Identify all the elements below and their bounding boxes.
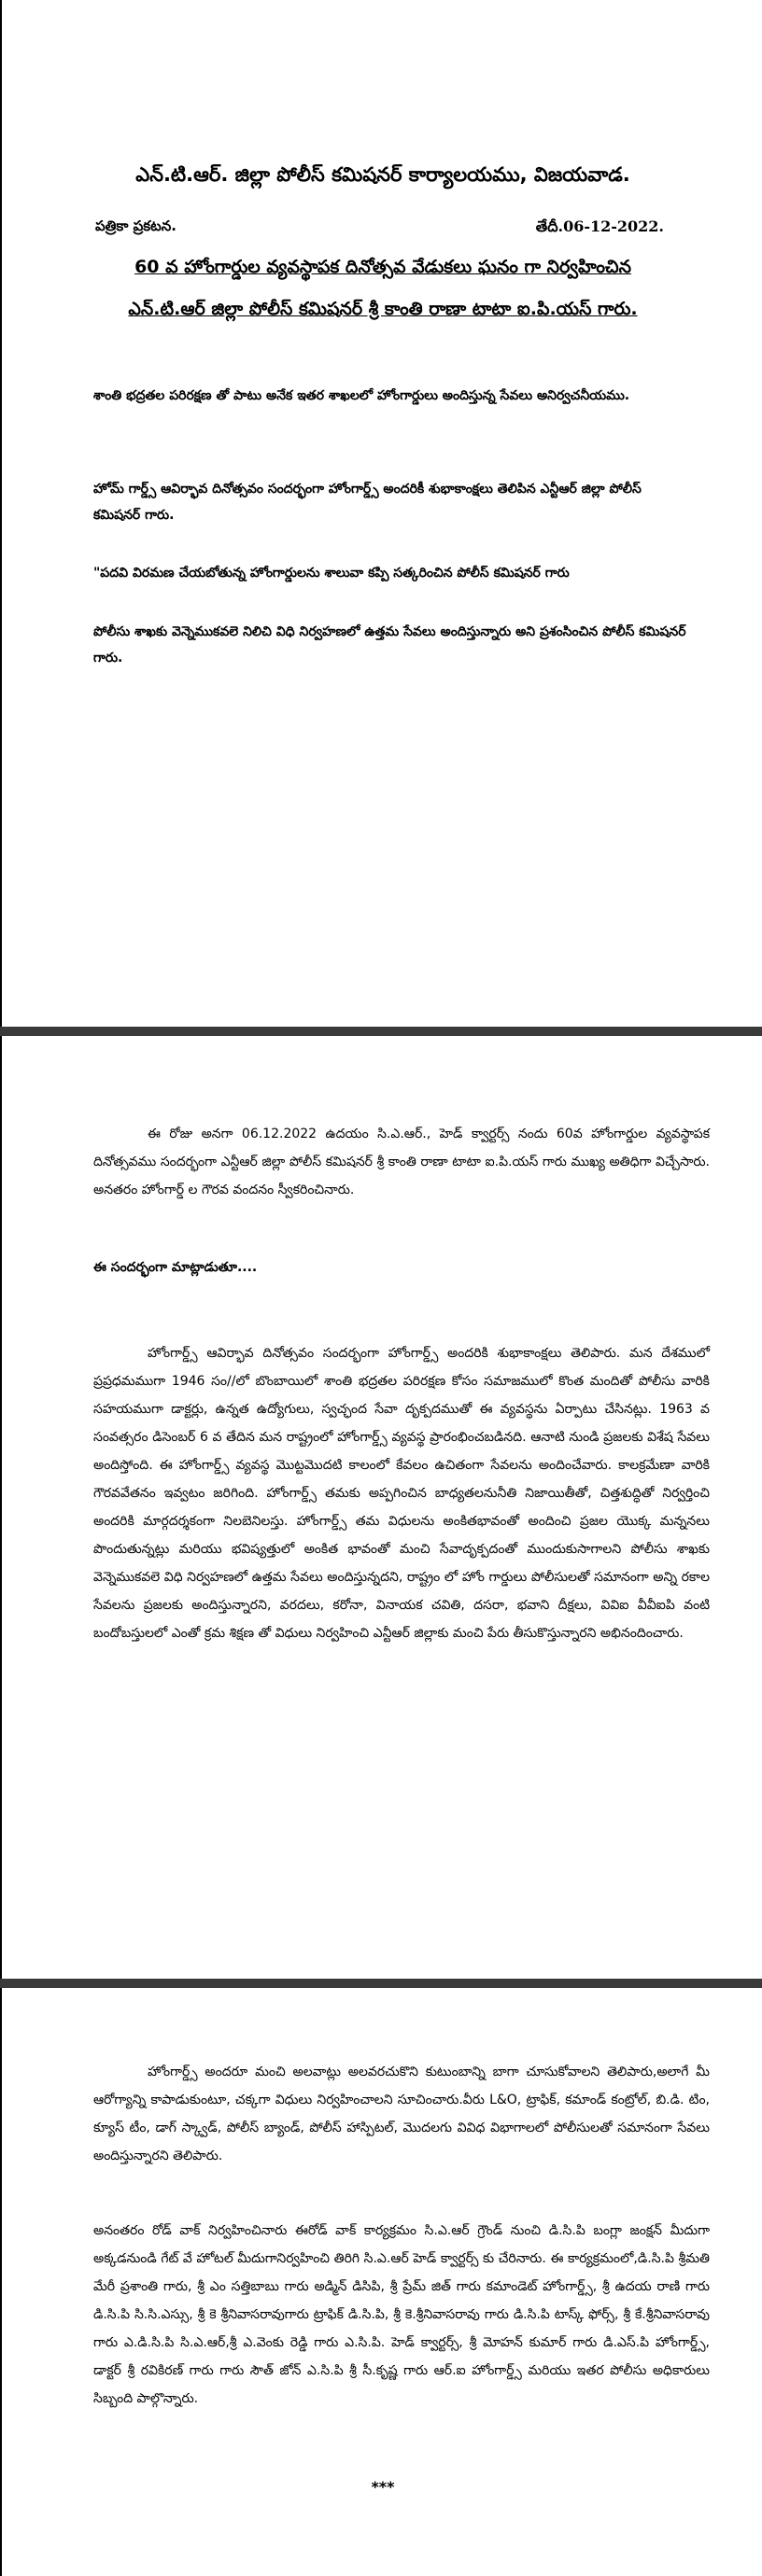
headline-line-2: ఎన్.టి.ఆర్ జిల్లా పోలీస్ కమిషనర్ శ్రీ కాంతి రాణా టాటా ఐ.పి.యస్ గారు. — [128, 299, 638, 319]
highlight-point: పోలీసు శాఖకు వెన్నెముకవలె నిలిచి విధి నిర్వహణలో ఉత్తమ సేవలు అందిస్తున్నారు అని ప్రశంసించిన పోలీస్ కమిషనర్ గారు. — [93, 624, 686, 665]
press-release-page-2 — [0, 1036, 762, 1979]
end-mark: *** — [371, 2478, 395, 2496]
office-title: ఎన్.టి.ఆర్. జిల్లా పోలీస్ కమిషనర్ కార్యాలయము, విజయవాడ. — [135, 163, 630, 186]
page-divider — [0, 1027, 762, 1036]
highlight-point: శాంతి భద్రతల పరిరక్షణ తో పాటు అనేక ఇతర శాఖలలో హోంగార్డులు అందిస్తున్న సేవలు అనిర్వచనీయము. — [93, 388, 630, 403]
page-divider — [0, 1979, 762, 1988]
press-note-label: పత్రికా ప్రకటన. — [95, 217, 176, 234]
body-paragraph: ఈ రోజు అనగా 06.12.2022 ఉదయం సి.ఎ.ఆర్., హెడ్ క్వార్టర్స్ నందు 60వ హోంగార్డుల వ్యవస్థాపక దినోత్సవము సందర్భంగా ఎన్టీఆర్ జిల్లా పోలీస్ కమిషనర్ శ్రీ కాంతి రాణా టాటా ఐ.పి.యస్ గారు ముఖ్య అతిధిగా విచ్చేసారు. అనతరం హోంగార్డ్ ల గౌరవ వందనం స్వీకరించినారు. — [93, 1127, 710, 1197]
body-paragraph: హోంగార్డ్స్ అందరూ మంచి అలవాట్లు అలవరచుకొని కుటుంబాన్ని బాగా చూసుకోవాలని తెలిపారు,అలాగే మీ ఆరోగ్యాన్ని కాపాడుకుంటూ, చక్కగా విధులు నిర్వహించాలని సూచించారు.వీరు L&O, ట్రాఫిక్, కమాండ్ కంట్రోల్, బి.డి. టిం, క్యూస్ టీం, డాగ్ స్క్వాడ్, పోలీస్ బ్యాండ్, పోలీస్ హాస్పిటల్, మొదలగు వివిధ విభాగాలలో పోలీసులతో సమానంగా సేవలు అందిస్తున్నారని తెలిపారు. — [93, 2065, 710, 2163]
release-date: తేదీ.06-12-2022. — [535, 217, 664, 235]
highlight-point: హోమ్ గార్డ్స్ ఆవిర్భావ దినోత్సవం సందర్భంగా హోంగార్డ్స్ అందరికీ శుభాకాంక్షలు తెలిపిన ఎన్టీఆర్ జిల్లా పోలీస్ కమిషనర్ గారు. — [93, 482, 642, 523]
body-paragraph: హోంగార్డ్స్ ఆవిర్భావ దినోత్సవం సందర్భంగా హోంగార్డ్స్ అందరికి శుభాకాంక్షలు తెలిపారు. మన దేశములో ప్రప్రధమముగా 1946 సం//లో బొంబాయిలో శాంతి భద్రతల పరిరక్షణ కోసం సమాజములో కొంత మందితో పోలీసు వారికి సహయముగా డాక్టర్లు, ఉన్నత ఉద్యోగులు, స్వచ్ఛంద సేవా దృక్పదముతో ఈ వ్యవస్థను ఏర్పాటు చేసినట్లు. 1963 వ సంవత్సరం డిసెంబర్ 6 వ తేదిన మన రాష్ట్రంలో హోంగార్డ్స్ వ్యవస్థ ప్రారంభించబడినది. ఆనాటి నుండి ప్రజలకు విశేష సేవలు అందిస్తోంది. ఈ హోంగార్డ్స్ వ్యవస్థ మొట్టమొదటి కాలంలో కేవలం ఉచితంగా సేవలను అందించేవారు. కాలక్రమేణా వారికి గౌరవవేతనం ఇవ్వటం జరిగింది. హోంగార్డ్స్ తమకు అప్పగించిన బాధ్యతలనునీతి నిజాయితీతో, చిత్తశుద్ధితో నిర్వర్తించి అందరికి మార్గదర్శకంగా నిలబెనిలస్తు. హోంగార్డ్స్ తమ విధులను అంకితభావంతో అందించి ప్రజల యొక్క మన్ననలు పొందుతున్నట్లు మరియు భవిష్యత్తులో అంకిత భావంతో మంచి సేవాదృక్పదంతో ముందుకుసాగాలని పోలీసు శాఖకు వెన్నెముకవలె విధి నిర్వహణలో ఉత్తమ సేవలు అందిస్తున్నదని, రాష్ట్రం లో హోం గార్డులు పోలీసులతో సమానంగా అన్ని రకాల సేవలను ప్రజలకు అందిస్తున్నారని, వరదలు, కరోనా, వినాయక చవితి, దసరా, భవాని దీక్షలు, వివిఐ వీవీఐపి వంటి బందోబస్తులలో ఎంతో క్రమ శిక్షణ తో విధులు నిర్వహించి ఎన్టీఆర్ జిల్లాకు మంచి పేరు తీసుకొస్తున్నారని అభినందించారు. — [93, 1346, 710, 1641]
press-release-page-1 — [0, 0, 762, 1027]
section-subheading: ఈ సందర్భంగా మాట్లాడుతూ.... — [93, 1260, 258, 1275]
headline-line-1: 60 వ హోంగార్డుల వ్యవస్థాపక దినోత్సవ వేడుకలు ఘనం గా నిర్వహించిన — [134, 257, 631, 277]
press-release-page-3 — [0, 1988, 762, 2576]
highlight-point: "పదవి విరమణ చేయబోతున్న హోంగార్డులను శాలువా కప్పి సత్కరించిన పోలీస్ కమిషనర్ గారు — [93, 566, 570, 581]
body-paragraph: అనంతరం రోడ్ వాక్ నిర్వహించినారు ఈరోడ్ వాక్ కార్యక్రమం సి.ఎ.ఆర్ గ్రౌండ్ నుంచి డి.సి.పి బంగ్లా జంక్షన్ మీదుగా అక్కడనుండి గేట్ వే హోటల్ మీదుగానిర్వహించి తిరిగి సి.ఎ.ఆర్ హెడ్ క్వార్టర్స్ కు చేరినారు. ఈ కార్యక్రమంలో,డి.సి.పి శ్రీమతి మేరీ ప్రశాంతి గారు, శ్రీ ఎం సత్తిబాబు గారు అడ్మిన్ డిసిపి, శ్రీ ప్రేమ్ జిత్ గారు కమాండెట్ హోంగార్డ్స్, శ్రీ ఉదయ రాణి గారు డి.సి.పి సి.సి.ఎస్సు, శ్రీ కె శ్రీనివాసరావుగారు ట్రాఫిక్ డి.సి.పి, శ్రీ కె.శ్రీనివాసరావు గారు డి.సి.పి టాస్క్ ఫోర్స్, శ్రీ కే.శ్రీనివాసరావు గారు ఎ.డి.సి.పి సి.ఎ.ఆర్,శ్రీ ఎ.వెంకు రెడ్డి గారు ఎ.సి.పి. హెడ్ క్వార్టర్స్, శ్రీ మోహన్ కుమార్ గారు డి.ఎస్.పి హోంగార్డ్స్, డాక్టర్ శ్రీ రవికిరణ్ గారు గారు సౌత్ జోన్ ఎ.సి.పి శ్రీ సీ.కృష్ణ గారు ఆర్.ఐ హోంగార్డ్స్ మరియు ఇతర పోలీసు అధికారులు సిబ్బంది పాల్గొన్నారు. — [93, 2223, 710, 2406]
